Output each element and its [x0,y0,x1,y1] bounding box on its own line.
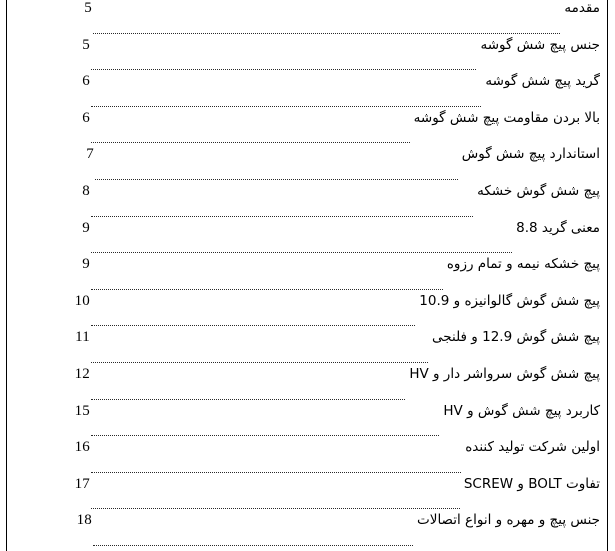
toc-page-number: 10 [74,292,90,309]
toc-page-number: 8 [82,182,90,199]
toc-page-number: 9 [82,219,90,236]
toc-entry[interactable] [10,221,606,258]
toc-page-number: 12 [74,365,90,382]
toc-dot-leader [91,69,476,70]
toc-entry[interactable] [10,404,606,441]
toc-entry-title[interactable]: تفاوت BOLT و SCREW [463,475,600,492]
toc-page-number: 7 [86,146,94,163]
toc-entry-title[interactable]: جنس پیچ و مهره و انواع اتصالات [417,512,600,529]
toc-entry[interactable] [10,38,606,75]
toc-entry-title[interactable]: کاربرد پیچ شش گوش و HV [443,402,600,419]
toc-entry-title[interactable]: پیچ شش گوش گالوانیزه و 10.9 [419,292,600,309]
toc-page-number: 9 [82,256,90,273]
toc-dot-leader [91,362,428,363]
toc-entry[interactable] [10,367,606,404]
toc-dot-leader [91,399,405,400]
toc-dot-leader [93,33,560,34]
toc-dot-leader [95,179,458,180]
table-of-contents [10,0,606,551]
toc-entry-title[interactable]: پیچ خشکه نیمه و تمام رزوه [446,256,600,273]
toc-entry[interactable] [10,1,606,38]
toc-entry[interactable] [10,257,606,294]
toc-page-number: 11 [75,329,90,346]
toc-page-number: 17 [74,475,90,492]
toc-dot-leader [91,472,461,473]
toc-entry-title[interactable]: گرید پیچ شش گوشه [485,73,600,90]
toc-entry-title[interactable]: پیچ شش گوش 12.9 و فلنجی [432,329,600,346]
toc-entry[interactable] [10,330,606,367]
toc-entry-title[interactable]: جنس پیچ شش گوشه [480,36,600,53]
page-left-border-rule [6,0,7,551]
toc-entry-title[interactable]: بالا بردن مقاومت پیچ شش گوشه [413,109,600,126]
toc-entry[interactable] [10,74,606,111]
toc-dot-leader [91,142,410,143]
toc-entry[interactable] [10,477,606,514]
toc-dot-leader [91,435,439,436]
toc-page-number: 5 [84,0,92,16]
toc-entry[interactable] [10,184,606,221]
toc-entry[interactable] [10,294,606,331]
toc-dot-leader [91,106,481,107]
toc-entry[interactable] [10,513,606,550]
page-right-border-rule [607,0,608,551]
toc-page-number: 6 [82,109,90,126]
toc-entry-title[interactable]: پیچ شش گوش خشکه [477,182,600,199]
toc-dot-leader [91,216,473,217]
toc-page-number: 15 [74,402,90,419]
toc-entry[interactable] [10,440,606,477]
toc-dot-leader [91,252,512,253]
toc-entry-title[interactable]: اولین شرکت تولید کننده [465,439,600,456]
toc-dot-leader [93,545,413,546]
toc-dot-leader [91,325,415,326]
toc-entry-title[interactable]: استاندارد پیچ شش گوش [461,146,600,163]
toc-page-number: 6 [82,73,90,90]
toc-entry[interactable] [10,147,606,184]
toc-entry-title[interactable]: مقدمه [564,0,600,16]
toc-entry-title[interactable]: معنی گرید 8.8 [516,219,600,236]
toc-page-number: 5 [82,36,90,53]
toc-entry-title[interactable]: پیچ شش گوش سرواشر دار و HV [409,365,600,382]
toc-dot-leader [91,289,443,290]
toc-page-number: 16 [74,439,90,456]
toc-dot-leader [91,508,460,509]
toc-page-number: 18 [76,512,92,529]
toc-entry[interactable] [10,111,606,148]
